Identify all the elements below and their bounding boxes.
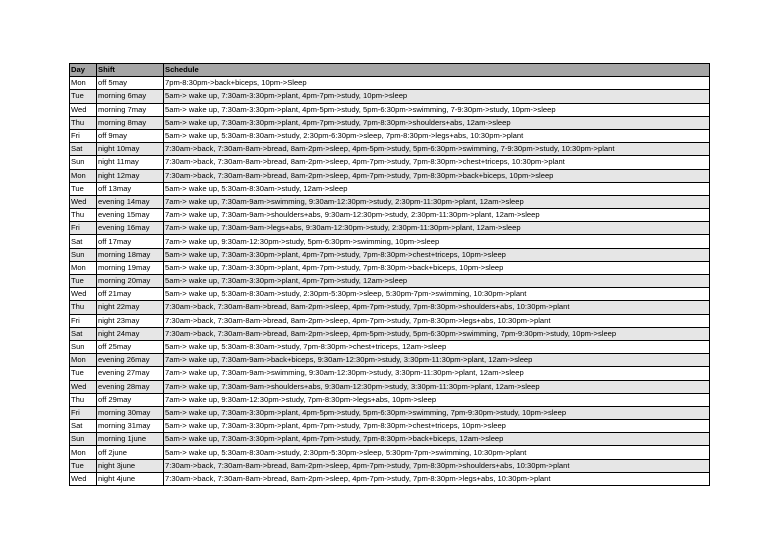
cell-shift: night 10may	[97, 143, 164, 156]
cell-day: Thu	[70, 393, 97, 406]
cell-day: Tue	[70, 275, 97, 288]
cell-schedule: 7:30am->back, 7:30am-8am->bread, 8am-2pm->sleep, 4pm-7pm->study, 7pm-8:30pm->chest+triceps, 10:30pm->plant	[164, 156, 710, 169]
table-row	[70, 209, 710, 222]
cell-shift: evening 16may	[97, 222, 164, 235]
cell-shift: night 11may	[97, 156, 164, 169]
cell-shift: off 5may	[97, 77, 164, 90]
cell-schedule: 7:30am->back, 7:30am-8am->bread, 8am-2pm->sleep, 4pm-7pm->study, 7pm-8:30pm->shoulders+abs, 10:30pm->plant	[164, 459, 710, 472]
cell-schedule: 7:30am->back, 7:30am-8am->bread, 8am-2pm->sleep, 4pm-5pm->study, 5pm-6:30pm->swimming, 7pm-9:30pm->study, 10pm->sleep	[164, 327, 710, 340]
cell-day: Wed	[70, 380, 97, 393]
cell-shift: morning 19may	[97, 261, 164, 274]
cell-shift: off 25may	[97, 340, 164, 353]
table-row	[70, 129, 710, 142]
cell-shift: morning 20may	[97, 275, 164, 288]
cell-schedule: 7:30am->back, 7:30am-8am->bread, 8am-2pm->sleep, 4pm-7pm->study, 7pm-8:30pm->shoulders+abs, 10:30pm->plant	[164, 301, 710, 314]
cell-day: Thu	[70, 116, 97, 129]
cell-schedule: 7am-> wake up, 7:30am-9am->shoulders+abs, 9:30am-12:30pm->study, 2:30pm-11:30pm->plant, 12am->sleep	[164, 209, 710, 222]
table-row	[70, 275, 710, 288]
cell-schedule: 7am-> wake up, 7:30am-9am->swimming, 9:30am-12:30pm->study, 3:30pm-11:30pm->plant, 12am->sleep	[164, 367, 710, 380]
cell-shift: evening 14may	[97, 195, 164, 208]
cell-day: Fri	[70, 222, 97, 235]
table-row	[70, 195, 710, 208]
cell-day: Fri	[70, 129, 97, 142]
cell-day: Mon	[70, 77, 97, 90]
table-row	[70, 235, 710, 248]
table-row	[70, 459, 710, 472]
cell-day: Mon	[70, 354, 97, 367]
cell-day: Wed	[70, 472, 97, 485]
cell-schedule: 5am-> wake up, 7:30am-3:30pm->plant, 4pm-7pm->study, 12am->sleep	[164, 275, 710, 288]
cell-schedule: 5am-> wake up, 7:30am-3:30pm->plant, 4pm-7pm->study, 7pm-8:30pm->shoulders+abs, 12am->sleep	[164, 116, 710, 129]
cell-schedule: 7am-> wake up, 9:30am-12:30pm->study, 7pm-8:30pm->legs+abs, 10pm->sleep	[164, 393, 710, 406]
cell-day: Wed	[70, 195, 97, 208]
cell-shift: off 17may	[97, 235, 164, 248]
cell-schedule: 5am-> wake up, 7:30am-3:30pm->plant, 4pm-7pm->study, 7pm-8:30pm->chest+triceps, 10pm->sleep	[164, 420, 710, 433]
cell-schedule: 7:30am->back, 7:30am-8am->bread, 8am-2pm->sleep, 4pm-7pm->study, 7pm-8:30pm->legs+abs, 10:30pm->plant	[164, 472, 710, 485]
table-row	[70, 90, 710, 103]
cell-shift: night 24may	[97, 327, 164, 340]
table-row	[70, 472, 710, 485]
cell-day: Sat	[70, 327, 97, 340]
cell-day: Tue	[70, 182, 97, 195]
cell-shift: off 9may	[97, 129, 164, 142]
table-row	[70, 103, 710, 116]
schedule-table	[69, 63, 710, 486]
cell-day: Sun	[70, 248, 97, 261]
cell-shift: morning 30may	[97, 406, 164, 419]
table-row	[70, 420, 710, 433]
cell-day: Mon	[70, 169, 97, 182]
header-shift: Shift	[97, 64, 164, 77]
table-row	[70, 367, 710, 380]
cell-shift: off 21may	[97, 288, 164, 301]
cell-schedule: 7pm-8:30pm->back+biceps, 10pm->Sleep	[164, 77, 710, 90]
cell-schedule: 7:30am->back, 7:30am-8am->bread, 8am-2pm->sleep, 4pm-7pm->study, 7pm-8:30pm->back+biceps, 10pm->sleep	[164, 169, 710, 182]
cell-shift: night 3june	[97, 459, 164, 472]
cell-schedule: 5am-> wake up, 7:30am-3:30pm->plant, 4pm-7pm->study, 10pm->sleep	[164, 90, 710, 103]
cell-day: Thu	[70, 209, 97, 222]
cell-shift: off 2june	[97, 446, 164, 459]
header-schedule: Schedule	[164, 64, 710, 77]
cell-schedule: 5am-> wake up, 7:30am-3:30pm->plant, 4pm-7pm->study, 7pm-8:30pm->back+biceps, 10pm->sleep	[164, 261, 710, 274]
table-row	[70, 314, 710, 327]
cell-day: Thu	[70, 301, 97, 314]
table-row	[70, 380, 710, 393]
cell-shift: evening 26may	[97, 354, 164, 367]
table-row	[70, 446, 710, 459]
cell-day: Mon	[70, 446, 97, 459]
cell-day: Sat	[70, 235, 97, 248]
cell-day: Wed	[70, 103, 97, 116]
cell-schedule: 5am-> wake up, 7:30am-3:30pm->plant, 4pm-7pm->study, 7pm-8:30pm->chest+triceps, 10pm->sleep	[164, 248, 710, 261]
cell-schedule: 5am-> wake up, 7:30am-3:30pm->plant, 4pm-5pm->study, 5pm-6:30pm->swimming, 7-9:30pm->study, 10pm->sleep	[164, 103, 710, 116]
cell-shift: evening 15may	[97, 209, 164, 222]
cell-schedule: 7am-> wake up, 7:30am-9am->swimming, 9:30am-12:30pm->study, 2:30pm-11:30pm->plant, 12am->sleep	[164, 195, 710, 208]
cell-schedule: 7:30am->back, 7:30am-8am->bread, 8am-2pm->sleep, 4pm-7pm->study, 7pm-8:30pm->legs+abs, 10:30pm->plant	[164, 314, 710, 327]
header-row	[70, 64, 710, 77]
table-row	[70, 182, 710, 195]
cell-shift: night 12may	[97, 169, 164, 182]
table-row	[70, 116, 710, 129]
cell-shift: night 23may	[97, 314, 164, 327]
cell-schedule: 7am-> wake up, 7:30am-9am->legs+abs, 9:30am-12:30pm->study, 2:30pm-11:30pm->plant, 12am->sleep	[164, 222, 710, 235]
cell-schedule: 5am-> wake up, 7:30am-3:30pm->plant, 4pm-7pm->study, 7pm-8:30pm->back+biceps, 12am->sleep	[164, 433, 710, 446]
cell-shift: morning 8may	[97, 116, 164, 129]
table-row	[70, 156, 710, 169]
cell-day: Fri	[70, 406, 97, 419]
table-row	[70, 340, 710, 353]
cell-schedule: 5am-> wake up, 5:30am-8:30am->study, 7pm-8:30pm->chest+triceps, 12am->sleep	[164, 340, 710, 353]
table-row	[70, 354, 710, 367]
cell-shift: off 29may	[97, 393, 164, 406]
cell-shift: night 4june	[97, 472, 164, 485]
table-row	[70, 222, 710, 235]
cell-shift: morning 6may	[97, 90, 164, 103]
table-row	[70, 77, 710, 90]
table-row	[70, 301, 710, 314]
schedule-sheet	[69, 63, 710, 486]
cell-day: Sat	[70, 143, 97, 156]
cell-shift: off 13may	[97, 182, 164, 195]
table-row	[70, 143, 710, 156]
cell-day: Wed	[70, 288, 97, 301]
cell-schedule: 5am-> wake up, 5:30am-8:30am->study, 2:30pm-6:30pm->sleep, 7pm-8:30pm->legs+abs, 10:30pm->plant	[164, 129, 710, 142]
cell-shift: morning 1june	[97, 433, 164, 446]
table-row	[70, 327, 710, 340]
cell-day: Tue	[70, 90, 97, 103]
table-row	[70, 288, 710, 301]
cell-day: Sat	[70, 420, 97, 433]
cell-shift: morning 31may	[97, 420, 164, 433]
table-row	[70, 248, 710, 261]
cell-schedule: 5am-> wake up, 5:30am-8:30am->study, 2:30pm-5:30pm->sleep, 5:30pm-7pm->swimming, 10:30pm->plant	[164, 288, 710, 301]
cell-schedule: 7am-> wake up, 7:30am-9am->back+biceps, 9:30am-12:30pm->study, 3:30pm-11:30pm->plant, 12am->sleep	[164, 354, 710, 367]
cell-schedule: 7am-> wake up, 9:30am-12:30pm->study, 5pm-6:30pm->swimming, 10pm->sleep	[164, 235, 710, 248]
cell-schedule: 7:30am->back, 7:30am-8am->bread, 8am-2pm->sleep, 4pm-5pm->study, 5pm-6:30pm->swimming, 7-9:30pm->study, 10:30pm->plant	[164, 143, 710, 156]
cell-day: Sun	[70, 433, 97, 446]
table-row	[70, 393, 710, 406]
table-row	[70, 406, 710, 419]
cell-day: Sun	[70, 340, 97, 353]
cell-day: Tue	[70, 367, 97, 380]
cell-shift: morning 18may	[97, 248, 164, 261]
cell-day: Tue	[70, 459, 97, 472]
cell-schedule: 5am-> wake up, 5:30am-8:30am->study, 2:30pm-5:30pm->sleep, 5:30pm-7pm->swimming, 10:30pm->plant	[164, 446, 710, 459]
cell-day: Mon	[70, 261, 97, 274]
cell-shift: evening 28may	[97, 380, 164, 393]
table-row	[70, 169, 710, 182]
cell-shift: morning 7may	[97, 103, 164, 116]
cell-schedule: 5am-> wake up, 5:30am-8:30am->study, 12am->sleep	[164, 182, 710, 195]
table-row	[70, 261, 710, 274]
table-row	[70, 433, 710, 446]
header-day: Day	[70, 64, 97, 77]
cell-schedule: 5am-> wake up, 7:30am-3:30pm->plant, 4pm-5pm->study, 5pm-6:30pm->swimming, 7pm-9:30pm->study, 10pm->sleep	[164, 406, 710, 419]
cell-shift: night 22may	[97, 301, 164, 314]
table-body	[70, 77, 710, 486]
cell-shift: evening 27may	[97, 367, 164, 380]
cell-day: Fri	[70, 314, 97, 327]
cell-schedule: 7am-> wake up, 7:30am-9am->shoulders+abs, 9:30am-12:30pm->study, 3:30pm-11:30pm->plant, 12am->sleep	[164, 380, 710, 393]
cell-day: Sun	[70, 156, 97, 169]
